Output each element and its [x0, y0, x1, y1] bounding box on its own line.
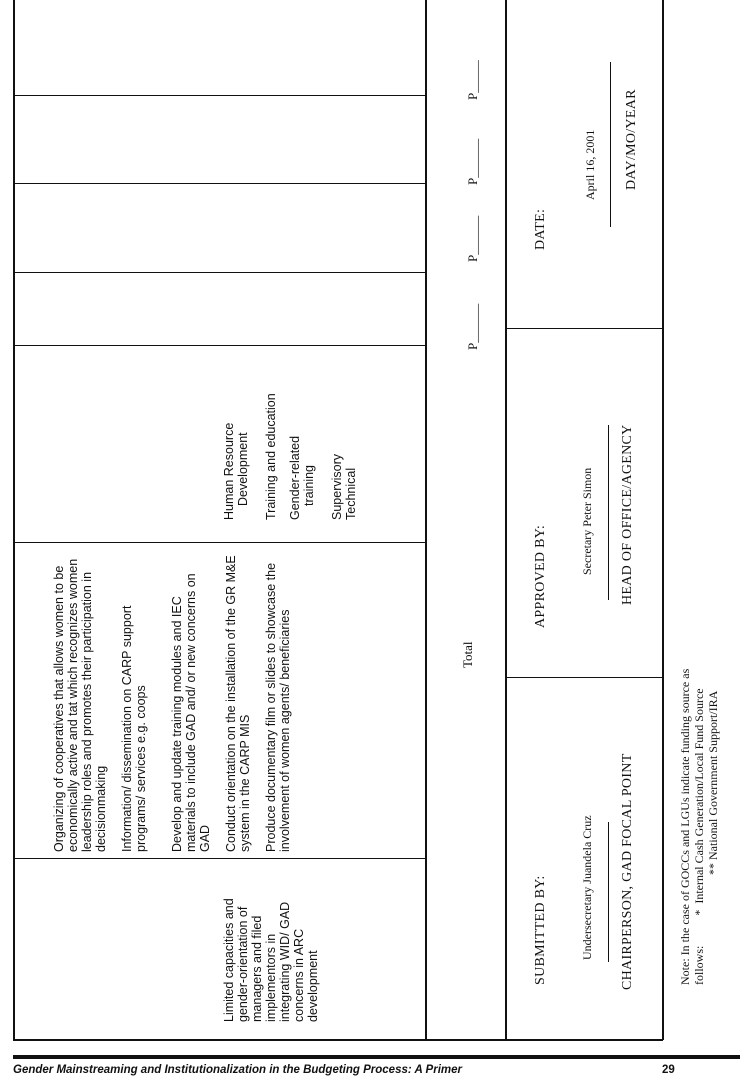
footer-rule [13, 1055, 740, 1059]
total-p-1: P______ [465, 303, 480, 350]
hr-line: Supervisory [330, 454, 344, 520]
submitted-name: Undersecretary Juandela Cruz [580, 815, 594, 960]
hr-line: training [302, 465, 316, 506]
approved-title: HEAD OF OFFICE/AGENCY [620, 424, 635, 605]
note-line-3: ** National Government Support/IRA [706, 690, 720, 875]
hr-line: Human Resource [222, 422, 236, 520]
submitted-label: SUBMITTED BY: [533, 875, 548, 985]
hr-cell [222, 340, 358, 520]
total-label: Total [460, 641, 475, 668]
activity-item: Conduct orientation on the installation of the GR M&E system in the CARP MIS [224, 555, 252, 852]
date-label: DATE: [533, 208, 548, 250]
hr-line: Development [236, 432, 250, 506]
activity-item: Organizing of cooperatives that allows women to be economically active and tat which recognizes women leadership roles and promotes their participation in decisionmaking [52, 558, 108, 852]
page-number: 29 [662, 1064, 675, 1076]
issue-cell-text [222, 872, 320, 1022]
activity-item: Information/ dissemination on CARP support programs/ services e.g. coops [120, 605, 148, 852]
date-line [610, 62, 611, 227]
total-p-4: P_____ [465, 60, 480, 100]
activity-item: Produce documentary film or slides to showcase the involvement of women agents/ beneficiaries [264, 562, 292, 852]
total-p-3: P______ [465, 138, 480, 185]
note-line-2: follows: * Internal Cash Generation/Local Fund Source [692, 688, 706, 985]
funding-note [678, 605, 720, 985]
footer-title: Gender Mainstreaming and Institutionalization in the Budgeting Process: A Primer [13, 1064, 462, 1076]
approved-signature-line [608, 425, 609, 600]
hr-line: Technical [344, 467, 358, 520]
date-format: DAY/MO/YEAR [624, 89, 639, 190]
approved-label: APPROVED BY: [533, 524, 548, 628]
approved-name: Secretary Peter Simon [580, 467, 594, 575]
activities-cell [52, 552, 304, 852]
submitted-signature-line [608, 822, 609, 962]
hr-line: Training and education [264, 393, 278, 520]
issue-text: Limited capacities and gender-orientation of managers and filed implementors in integrating WID/ GAD concerns in ARC development [222, 898, 320, 1022]
total-p-2: P______ [465, 215, 480, 262]
hr-line: Gender-related [288, 435, 302, 520]
submitted-title: CHAIRPERSON, GAD FOCAL POINT [620, 753, 635, 990]
note-line-1: Note: In the case of GOCCs and LGUs indicate funding source as [678, 668, 692, 985]
date-value: April 16, 2001 [583, 129, 597, 200]
activity-item: Develop and update training modules and IEC materials to include GAD and/ or new concerns on GAD [170, 573, 212, 852]
